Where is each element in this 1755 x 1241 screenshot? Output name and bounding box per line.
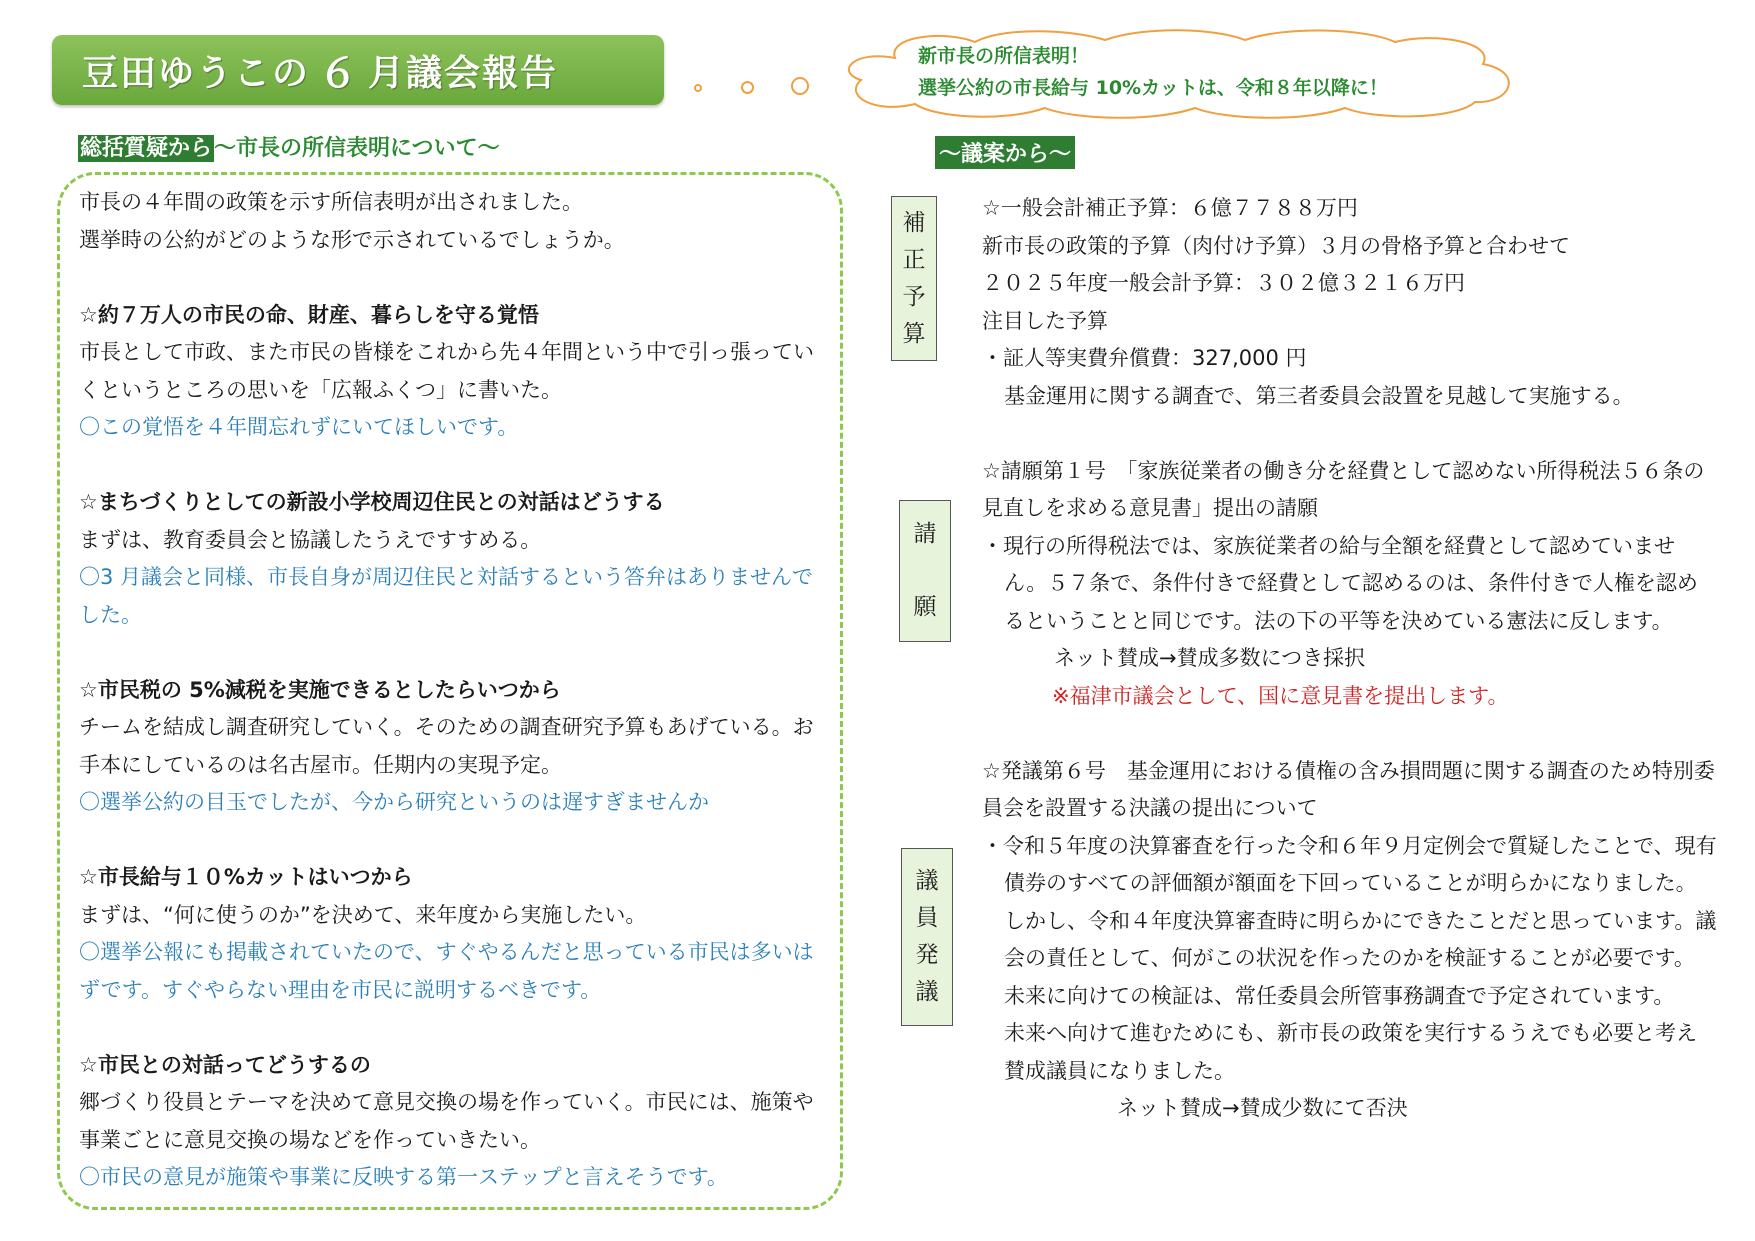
- right-section-heading: ～議案から～: [935, 136, 1075, 169]
- callout-line-2: 選挙公約の市長給与 10%カットは、令和８年以降に！: [918, 77, 1388, 99]
- comment-3: 〇選挙公約の目玉でしたが、今から研究というのは遅すぎませんか: [79, 790, 709, 814]
- budget-line-5: ・証人等実費弁償費：327,000 円: [982, 346, 1307, 370]
- budget-line-6: 基金運用に関する調査で、第三者委員会設置を見越して実施する。: [1004, 383, 1634, 408]
- label-supplementary-budget: 補 正 予 算: [891, 196, 937, 361]
- member-motion-vote: ネット賛成→賛成少数にて否決: [1117, 1096, 1408, 1120]
- right-content: [982, 190, 1717, 1128]
- comment-1: 〇この覚悟を４年間忘れずにいてほしいです。: [79, 415, 519, 439]
- left-heading-highlight: 総括質疑から: [80, 136, 213, 161]
- callout-text: [918, 40, 1388, 104]
- intro-line-2: 選挙時の公約がどのような形で示されているでしょうか。: [79, 227, 625, 252]
- member-motion-body: ・令和５年度の決算審査を行った令和６年９月定例会で質疑したことで、現有債券のすべての評価額が額面を下回っていることが明らかになりました。しかし、令和４年度決算審査時に明らかにできたことだと思っています。議会の責任として、何がこの状況を作ったのかを検証することが必要です。: [982, 833, 1717, 970]
- petition-body: ・現行の所得税法では、家族従業者の給与全額を経費として認めていません。５７条で、条件付きで経費として認めるのは、条件付きで人権を認めるということと同じです。法の下の平等を決めている憲法に反します。ネット賛成→賛成多数につき採択: [982, 533, 1698, 670]
- label-member-motion: 議 員 発 議: [901, 848, 953, 1026]
- answer-5: 郷づくり役員とテーマを決めて意見交換の場を作っていく。市民には、施策や事業ごとに意見交換の場などを作っていきたい。: [79, 1090, 814, 1152]
- question-1: ☆約７万人の市民の命、財産、暮らしを守る覚悟: [79, 302, 539, 327]
- intro-line-1: 市長の４年間の政策を示す所信表明が出されました。: [79, 190, 583, 214]
- member-motion-title: ☆発議第６号 基金運用における債権の含み損問題に関する調査のため特別委員会を設置する決議の提出について: [982, 758, 1715, 820]
- budget-line-1: ☆一般会計補正予算：６億７７８８万円: [982, 196, 1358, 220]
- answer-2: まずは、教育委員会と協議したうえですすめる。: [79, 527, 542, 552]
- thought-dot-medium: [741, 81, 754, 94]
- answer-4: まずは、“何に使うのか”を決めて、来年度から実施したい。: [79, 902, 647, 927]
- comment-2: 〇3 月議会と同様、市長自身が周辺住民と対話するという答弁はありませんでした。: [79, 565, 814, 627]
- comment-5: 〇市民の意見が施策や事業に反映する第一ステップと言えそうです。: [79, 1165, 728, 1189]
- thought-dot-large: [791, 77, 809, 95]
- answer-1: 市長として市政、また市民の皆様をこれから先４年間という中で引っ張っていくというところの思いを「広報ふくつ」に書いた。: [79, 340, 814, 402]
- left-heading-rest: ～市長の所信表明について～: [214, 136, 500, 161]
- question-2: ☆まちづくりとしての新設小学校周辺住民との対話はどうする: [79, 490, 665, 514]
- member-motion-p2: 未来に向けての検証は、常任委員会所管事務調査で予定されています。: [1004, 983, 1675, 1008]
- left-content: [79, 184, 824, 1197]
- member-motion-p3: 未来へ向けて進むためにも、新市長の政策を実行するうえでも必要と考え賛成議員になりました。: [1004, 1021, 1697, 1083]
- petition-vote: ネット賛成→賛成多数につき採択: [1054, 646, 1366, 670]
- label-petition: 請 願: [899, 500, 951, 642]
- question-5: ☆市民との対話ってどうするの: [79, 1052, 371, 1077]
- thought-dot-small: [694, 84, 702, 92]
- budget-line-4: 注目した予算: [982, 308, 1108, 333]
- title-suffix: 月議会報告: [368, 52, 559, 94]
- budget-line-2: 新市長の政策的予算（肉付け予算）３月の骨格予算と合わせて: [982, 233, 1570, 258]
- callout-line-1: 新市長の所信表明！: [918, 45, 1090, 67]
- question-3: ☆市民税の 5%減税を実施できるとしたらいつから: [79, 677, 561, 702]
- title-month-number: ６: [318, 50, 361, 97]
- petition-note: ※福津市議会として、国に意見書を提出します。: [1052, 683, 1509, 708]
- question-4: ☆市長給与１０%カットはいつから: [79, 865, 413, 889]
- left-section-heading: [78, 131, 500, 162]
- comment-4: 〇選挙公報にも掲載されていたので、すぐやるんだと思っている市民は多いはずです。すぐやらない理由を市民に説明するべきです。: [79, 940, 814, 1002]
- title-prefix: 豆田ゆうこの: [82, 52, 311, 94]
- budget-line-3: ２０２５年度一般会計予算：３０２億３２１６万円: [982, 271, 1465, 295]
- page-title: [52, 35, 664, 105]
- answer-3: チームを結成し調査研究していく。そのための調査研究予算もあげている。お手本にしているのは名古屋市。任期内の実現予定。: [79, 715, 814, 777]
- petition-title: ☆請願第１号 「家族従業者の働き分を経費として認めない所得税法５６条の見直しを求める意見書」提出の請願: [982, 458, 1705, 520]
